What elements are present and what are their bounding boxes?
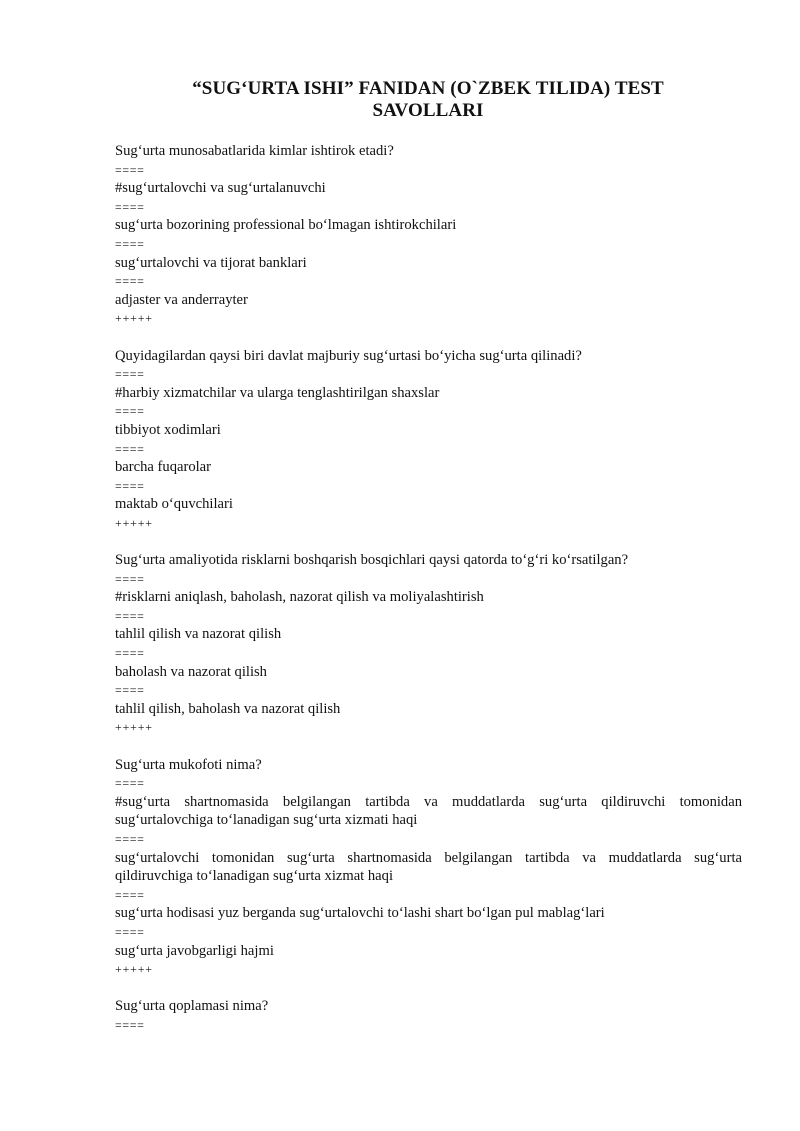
answer-option: tahlil qilish va nazorat qilish bbox=[115, 626, 282, 643]
separator: ==== bbox=[115, 887, 145, 902]
separator: ==== bbox=[115, 571, 145, 586]
question-text: Sug‘urta mukofoti nima? bbox=[115, 756, 262, 773]
question-block bbox=[115, 347, 742, 533]
separator: ==== bbox=[115, 683, 145, 698]
separator: ==== bbox=[115, 199, 145, 214]
separator: ==== bbox=[115, 924, 145, 939]
separator: ==== bbox=[115, 367, 145, 382]
spacer bbox=[115, 737, 742, 756]
separator: ==== bbox=[115, 646, 145, 661]
separator: ==== bbox=[115, 478, 145, 493]
spacer bbox=[115, 532, 742, 551]
question-block bbox=[115, 756, 742, 979]
answer-option: sug‘urtalovchi va tijorat banklari bbox=[115, 254, 307, 271]
end-marker: +++++ bbox=[115, 515, 153, 530]
separator: ==== bbox=[115, 441, 145, 456]
end-marker: +++++ bbox=[115, 962, 153, 977]
answer-option: sug‘urta bozorining professional bo‘lmagan ishtirokchilari bbox=[115, 217, 457, 234]
answer-option-correct: #harbiy xizmatchilar va ularga tenglashtirilgan shaxslar bbox=[115, 384, 440, 401]
answer-option-correct: #sug‘urtalovchi va sug‘urtalanuvchi bbox=[115, 180, 326, 197]
title-line-1: “SUG‘URTA ISHI” FANIDAN (O`ZBEK TILIDA) TEST bbox=[192, 78, 664, 99]
question-block bbox=[115, 142, 742, 328]
question-text: Quyidagilardan qaysi biri davlat majburiy sug‘urtasi bo‘yicha sug‘urta qilinadi? bbox=[115, 347, 582, 364]
separator: ==== bbox=[115, 831, 145, 846]
end-marker: +++++ bbox=[115, 311, 153, 326]
separator: ==== bbox=[115, 1017, 145, 1032]
question-text: Sug‘urta amaliyotida risklarni boshqarish bosqichlari qaysi qatorda to‘g‘ri ko‘rsatilgan? bbox=[115, 552, 629, 569]
answer-option: tahlil qilish, baholash va nazorat qilish bbox=[115, 700, 341, 717]
answer-option: barcha fuqarolar bbox=[115, 459, 212, 476]
spacer bbox=[115, 328, 742, 347]
question-block bbox=[115, 997, 742, 1034]
separator: ==== bbox=[115, 776, 145, 791]
title-line-2: SAVOLLARI bbox=[372, 100, 484, 121]
answer-option: maktab o‘quvchilari bbox=[115, 496, 233, 513]
separator: ==== bbox=[115, 162, 145, 177]
separator: ==== bbox=[115, 608, 145, 623]
question-block bbox=[115, 551, 742, 737]
end-marker: +++++ bbox=[115, 720, 153, 735]
test-questions bbox=[115, 142, 742, 1035]
answer-option: adjaster va anderrayter bbox=[115, 291, 248, 308]
answer-option: sug‘urtalovchi tomonidan sug‘urta shartnomasida belgilangan tartibda va muddatlarda sug‘urta qildiruvchiga to‘lanadigan sug‘urta xizmat haqi bbox=[115, 849, 742, 885]
answer-option-correct: #risklarni aniqlash, baholash, nazorat qilish va moliyalashtirish bbox=[115, 589, 484, 606]
spacer bbox=[115, 979, 742, 998]
separator: ==== bbox=[115, 274, 145, 289]
question-text: Sug‘urta qoplamasi nima? bbox=[115, 998, 269, 1015]
answer-option: baholash va nazorat qilish bbox=[115, 663, 267, 680]
answer-option: sug‘urta hodisasi yuz berganda sug‘urtalovchi to‘lashi shart bo‘lgan pul mablag‘lari bbox=[115, 905, 605, 922]
answer-option: sug‘urta javobgarligi hajmi bbox=[115, 942, 274, 959]
separator: ==== bbox=[115, 404, 145, 419]
separator: ==== bbox=[115, 236, 145, 251]
document-title bbox=[115, 78, 741, 122]
answer-option: tibbiyot xodimlari bbox=[115, 421, 221, 438]
question-text: Sug‘urta munosabatlarida kimlar ishtirok etadi? bbox=[115, 143, 394, 159]
answer-option-correct: #sug‘urta shartnomasida belgilangan tartibda va muddatlarda sug‘urta qildiruvchi tomonidan sug‘urtalovchiga to‘lanadigan sug‘urta xizmati haqi bbox=[115, 793, 742, 829]
